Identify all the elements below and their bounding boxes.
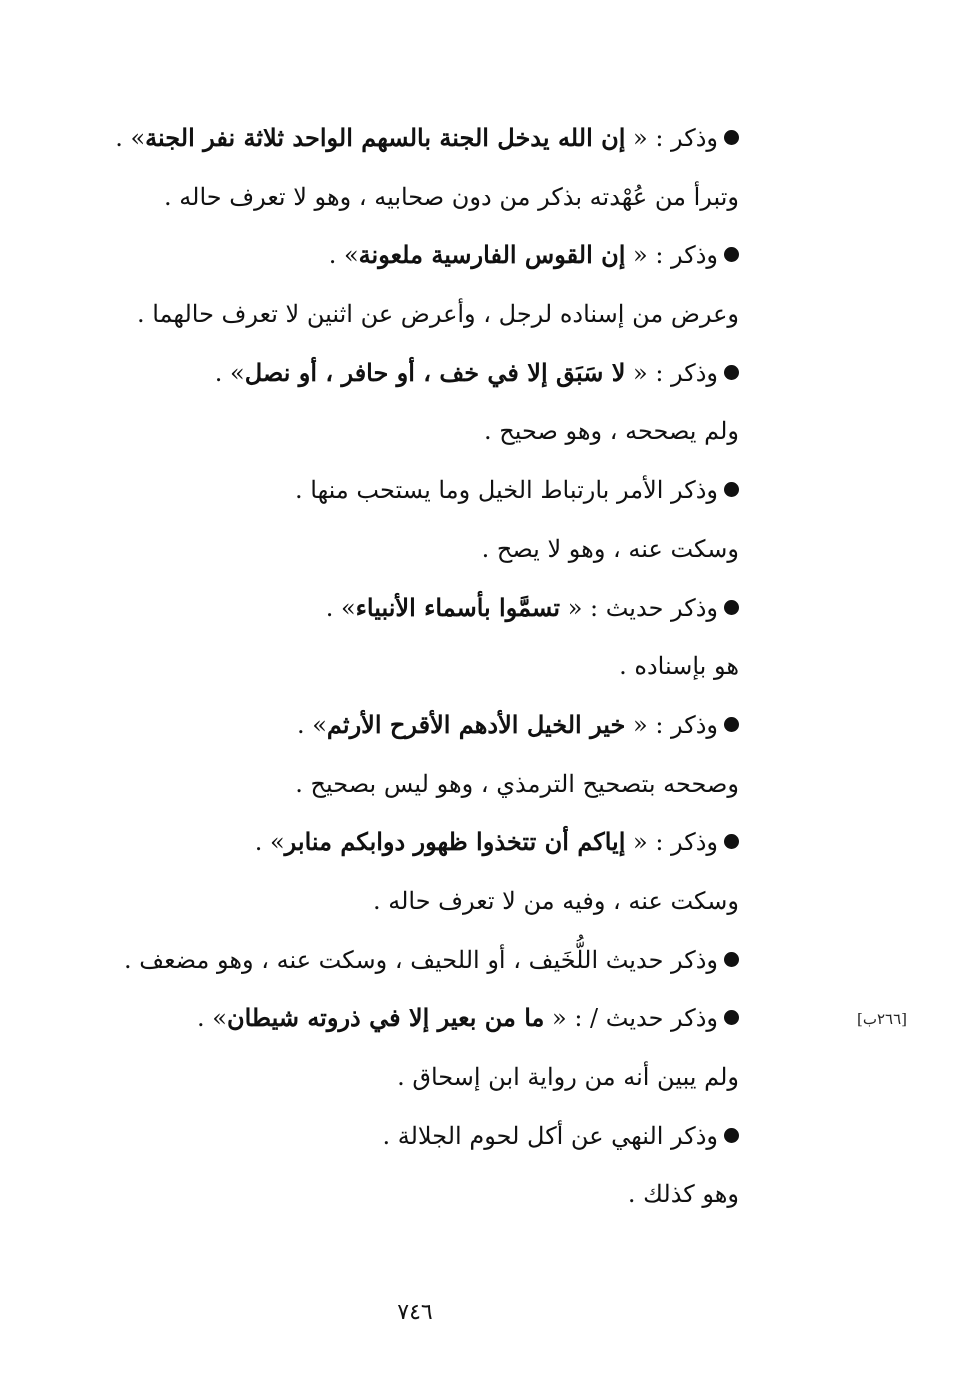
bullet-line (99, 996, 739, 1055)
text-line (99, 409, 739, 468)
line-text: وذكر حديث / : « (544, 1004, 718, 1033)
quote-close: » . (197, 1004, 227, 1033)
line-text: وذكر : « (625, 828, 718, 857)
bullet-line (99, 586, 739, 645)
bullet-dot-icon (724, 834, 739, 849)
bullet-line (99, 703, 739, 762)
page-number: ٧٤٦ (397, 1300, 433, 1325)
quote-close: » . (296, 710, 327, 739)
text-line (99, 1172, 739, 1231)
text-line (99, 879, 739, 938)
bullet-line (99, 1114, 739, 1173)
text-line (99, 175, 739, 234)
line-text: وهو كذلك . (627, 1180, 739, 1209)
line-text: وذكر : « (625, 710, 718, 739)
bullet-dot-icon (724, 717, 739, 732)
bullet-line (99, 938, 739, 997)
line-text: ولم يصححه ، وهو صحيح . (484, 417, 739, 446)
line-text: وذكر : « (625, 241, 718, 270)
line-text: وعرض من إسناده لرجل ، وأعرض عن اثنين لا تعرف حالهما . (136, 300, 739, 329)
line-text: وذكر : « (625, 358, 718, 387)
hadith-quote: إياكم أن تتخذوا ظهور دوابكم منابر (284, 827, 626, 857)
hadith-quote: خير الخيل الأدهم الأقرح الأرثم (326, 709, 626, 739)
bullet-dot-icon (724, 1128, 739, 1143)
line-text: وذكر حديث : « (560, 593, 718, 622)
text-line (99, 1055, 739, 1114)
text-line (99, 527, 739, 586)
hadith-quote: إن القوس الفارسية ملعونة (358, 240, 626, 270)
margin-folio-note: [٢٦٦ب] (857, 1010, 908, 1028)
bullet-line (99, 116, 739, 175)
hadith-quote: لا سَبَق إلا في خف ، أو حافر ، أو نصل (244, 357, 626, 387)
bullet-dot-icon (724, 130, 739, 145)
hadith-quote: تسمَّوا بأسماء الأنبياء (355, 592, 561, 622)
bullet-line (99, 351, 739, 410)
bullet-line (99, 820, 739, 879)
bullet-dot-icon (724, 482, 739, 497)
line-text: وذكر الأمر بارتباط الخيل وما يستحب منها . (295, 476, 718, 505)
hadith-quote: إن الله يدخل الجنة بالسهم الواحد ثلاثة نفر الجنة (145, 123, 626, 152)
line-text: وذكر حديث اللُّخَيف ، أو اللحيف ، وسكت عنه ، وهو مضعف . (124, 945, 718, 974)
line-text: وسكت عنه ، وفيه من لا تعرف حاله . (372, 886, 739, 915)
line-text: ولم يبين أنه من رواية ابن إسحاق . (397, 1063, 739, 1091)
quote-close: » . (254, 828, 285, 857)
text-body (99, 116, 739, 1231)
line-text: وسكت عنه ، وهو لا يصح . (481, 534, 739, 563)
quote-close: » . (214, 358, 245, 387)
text-line (99, 762, 739, 821)
line-text: وصححه بتصحيح الترمذي ، وهو ليس بصحيح . (295, 769, 739, 798)
line-text: وذكر : « (625, 124, 718, 152)
bullet-dot-icon (724, 247, 739, 262)
text-line (99, 644, 739, 703)
line-text: وتبرأ من عُهْدته بذكر من دون صحابيه ، وهو لا تعرف حاله . (164, 182, 739, 211)
hadith-quote: ما من بعير إلا في ذروته شيطان (226, 1003, 545, 1033)
bullet-dot-icon (724, 952, 739, 967)
quote-close: » . (115, 124, 146, 152)
bullet-dot-icon (724, 600, 739, 615)
bullet-dot-icon (724, 1010, 739, 1025)
bullet-dot-icon (724, 365, 739, 380)
line-text: هو بإسناده . (619, 652, 739, 681)
bullet-line (99, 468, 739, 527)
line-text: وذكر النهي عن أكل لحوم الجلالة . (382, 1121, 718, 1150)
quote-close: » . (328, 241, 359, 270)
bullet-line (99, 233, 739, 292)
quote-close: » . (325, 593, 356, 622)
text-line (99, 292, 739, 351)
